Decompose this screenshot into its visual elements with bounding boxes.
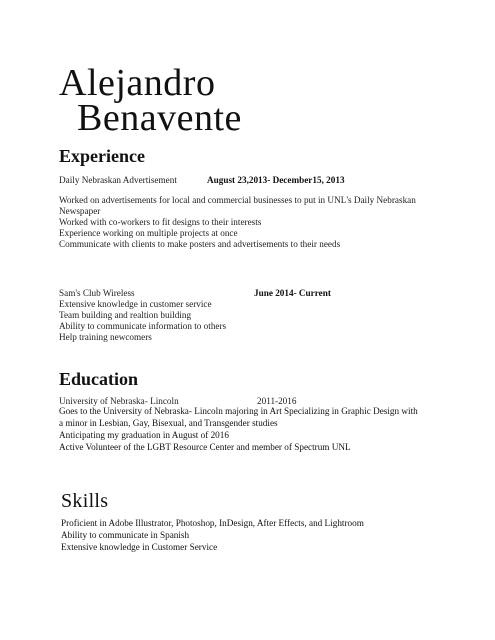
job-bullet: Help training newcomers bbox=[59, 332, 152, 342]
experience-heading: Experience bbox=[59, 146, 145, 166]
job-bullet: Communicate with clients to make posters and advertisements to their needs bbox=[59, 239, 341, 249]
education-line: Active Volunteer of the LGBT Resource Center and member of Spectrum UNL bbox=[59, 442, 351, 452]
education-line: Goes to the University of Nebraska- Lincoln majoring in Art Specializing in Graphic Design with bbox=[59, 406, 418, 416]
job-title: Daily Nebraskan Advertisement bbox=[59, 175, 177, 185]
job-title: Sam's Club Wireless bbox=[59, 288, 135, 298]
job-bullet: Extensive knowledge in customer service bbox=[59, 299, 212, 309]
job-bullet: Team building and realtion building bbox=[59, 310, 192, 320]
education-years: 2011-2016 bbox=[257, 396, 297, 406]
job-dates: August 23,2013- December15, 2013 bbox=[207, 175, 345, 185]
education-line: a minor in Lesbian, Gay, Bisexual, and Transgender studies bbox=[59, 418, 278, 428]
skill-line: Ability to communicate in Spanish bbox=[61, 530, 190, 540]
job-bullet: Worked with co-workers to fit designs to their interests bbox=[59, 217, 262, 227]
education-heading: Education bbox=[59, 369, 139, 389]
skills-heading: Skills bbox=[61, 490, 109, 512]
job-dates: June 2014- Current bbox=[254, 288, 331, 298]
name-last: Benavente bbox=[77, 97, 242, 139]
skill-line: Extensive knowledge in Customer Service bbox=[61, 542, 218, 552]
education-line: Anticipating my graduation in August of 2016 bbox=[59, 430, 229, 440]
job-bullet: Ability to communicate information to others bbox=[59, 321, 227, 331]
job-bullet: Experience working on multiple projects at once bbox=[59, 228, 238, 238]
job-bullet: Newspaper bbox=[59, 206, 101, 216]
name-first: Alejandro bbox=[59, 62, 216, 104]
education-school: University of Nebraska- Lincoln bbox=[59, 396, 179, 406]
job-bullet: Worked on advertisements for local and commercial businesses to put in UNL's Daily Nebraskan bbox=[59, 195, 416, 205]
skill-line: Proficient in Adobe Illustrator, Photoshop, InDesign, After Effects, and Lightroom bbox=[61, 518, 364, 528]
